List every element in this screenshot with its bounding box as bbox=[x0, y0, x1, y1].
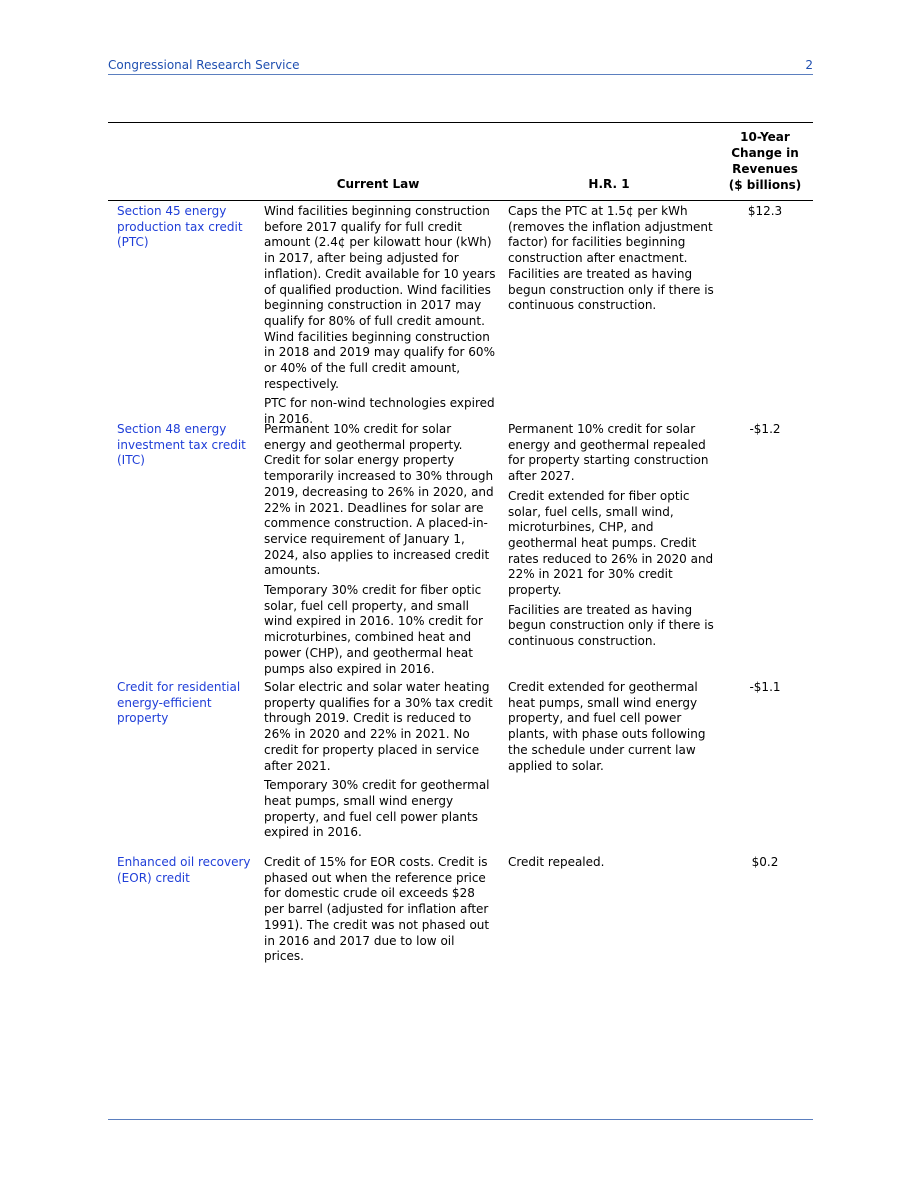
row-revenue-ptc: $12.3 bbox=[747, 204, 783, 218]
organization-name: Congressional Research Service bbox=[108, 58, 300, 72]
row-current-law-residential bbox=[264, 680, 496, 845]
row-current-law-eor bbox=[264, 855, 496, 969]
column-header-hr1: H.R. 1 bbox=[588, 177, 630, 191]
row-provision-itc: Section 48 energy investment tax credit (ITC) bbox=[117, 422, 246, 468]
page-number: 2 bbox=[805, 58, 813, 72]
row-hr1-itc bbox=[508, 422, 714, 654]
column-header-revenue-line: Revenues bbox=[732, 162, 798, 176]
paragraph: Credit extended for fiber optic solar, fuel cells, small wind, microturbines, CHP, and geothermal heat pumps. Credit rates reduced to 26% in 2020 and 22% in 2021 for 30% credit property. bbox=[508, 488, 714, 598]
row-revenue-eor: $0.2 bbox=[751, 855, 779, 869]
row-provision-residential: Credit for residential energy-efficient property bbox=[117, 680, 241, 726]
row-hr1-eor bbox=[508, 855, 714, 875]
column-header-revenue-line: Change in bbox=[731, 146, 799, 160]
paragraph: Caps the PTC at 1.5¢ per kWh (removes the inflation adjustment factor) for facilities beginning construction after enactment. Facilities are treated as having begun construction only if there is continuous construction. bbox=[508, 204, 714, 313]
column-header-revenue-line: 10-Year bbox=[740, 130, 790, 144]
row-provision-eor: Enhanced oil recovery (EOR) credit bbox=[117, 855, 251, 885]
row-current-law-ptc bbox=[264, 204, 496, 432]
paragraph: PTC for non-wind technologies expired in 2016. bbox=[264, 396, 495, 427]
footer-rule bbox=[108, 1119, 813, 1120]
table-header-rule bbox=[108, 200, 813, 201]
row-current-law-itc bbox=[264, 422, 496, 681]
row-revenue-residential: -$1.1 bbox=[749, 680, 781, 694]
column-header-revenue bbox=[722, 129, 808, 193]
row-hr1-residential bbox=[508, 680, 714, 778]
table-top-rule bbox=[108, 122, 813, 123]
running-header bbox=[108, 58, 813, 75]
paragraph: Temporary 30% credit for fiber optic solar, fuel cell property, and small wind expired in 2016. 10% credit for microturbines, combined heat and power (CHP), and geothermal heat pumps also expired in 2016. bbox=[264, 583, 483, 676]
row-hr1-ptc bbox=[508, 204, 714, 318]
column-header-current-law: Current Law bbox=[336, 177, 420, 191]
paragraph: Permanent 10% credit for solar energy and geothermal property. Credit for solar energy property temporarily increased to 30% through 2019, decreasing to 26% in 2020, and 22% in 2021. Deadlines for solar are commence construction. A placed-in-service requirement of January 1, 2024, also applies to increased credit amounts. bbox=[264, 422, 494, 578]
paragraph: Credit extended for geothermal heat pumps, small wind energy property, and fuel cell power plants, with phase outs following the schedule under current law applied to solar. bbox=[508, 680, 706, 773]
row-provision-ptc: Section 45 energy production tax credit (PTC) bbox=[117, 204, 243, 250]
paragraph: Facilities are treated as having begun construction only if there is continuous construction. bbox=[508, 602, 714, 649]
paragraph: Temporary 30% credit for geothermal heat pumps, small wind energy property, and fuel cell power plants expired in 2016. bbox=[264, 778, 490, 840]
paragraph: Wind facilities beginning construction before 2017 qualify for full credit amount (2.4¢ per kilowatt hour (kWh) in 2017, after being adjusted for inflation). Credit available for 10 years of qualified production. Wind facilities beginning construction in 2017 may qualify for 80% of full credit amount. Wind facilities beginning construction in 2018 and 2019 may qualify for 60% or 40% of the full credit amount, respectively. bbox=[264, 204, 496, 391]
paragraph: Credit repealed. bbox=[508, 855, 605, 869]
paragraph: Solar electric and solar water heating property qualifies for a 30% tax credit through 2019. Credit is reduced to 26% in 2020 and 22% in 2021. No credit for property placed in service after 2021. bbox=[264, 680, 493, 773]
paragraph: Credit of 15% for EOR costs. Credit is phased out when the reference price for domestic crude oil exceeds $28 per barrel (adjusted for inflation after 1991). The credit was not phased out in 2016 and 2017 due to low oil prices. bbox=[264, 855, 490, 964]
column-header-revenue-line: ($ billions) bbox=[728, 178, 802, 192]
paragraph: Permanent 10% credit for solar energy and geothermal repealed for property starting construction after 2027. bbox=[508, 422, 709, 484]
row-revenue-itc: -$1.2 bbox=[749, 422, 781, 436]
